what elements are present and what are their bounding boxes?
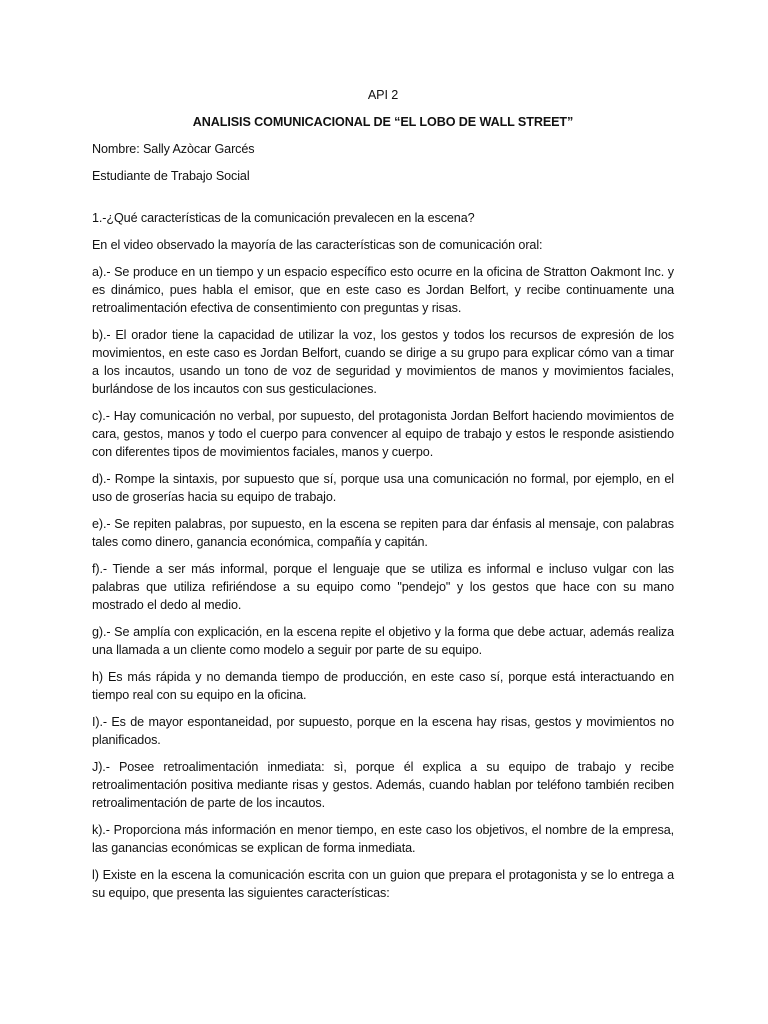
item-f: f).- Tiende a ser más informal, porque el lenguaje que se utiliza es informal e incluso vulgar con las palabras que utiliza refiriéndose a su equipo como "pendejo" y los gestos que hace con su mano mostrado el dedo al medio.: [92, 562, 674, 612]
document-body: [92, 86, 674, 911]
item-k: k).- Proporciona más información en menor tiempo, en este caso los objetivos, el nombre de la empresa, las ganancias económicas se explican de forma inmediata.: [92, 823, 674, 855]
item-a: a).- Se produce en un tiempo y un espacio específico esto ocurre en la oficina de Stratton Oakmont Inc. y es dinámico, pues habla el emisor, que en este caso es Jordan Belfort, y recibe continuamente una retroalimentación efectiva de consentimiento con preguntas y risas.: [92, 265, 674, 315]
author-name: Nombre: Sally Azòcar Garcés: [92, 142, 255, 156]
item-j: J).- Posee retroalimentación inmediata: sì, porque él explica a su equipo de trabajo y recibe retroalimentación positiva mediante risas y gestos. Además, cuando hablan por teléfono también reciben retroalimentación de parte de los incautos.: [92, 760, 674, 810]
document-title: ANALISIS COMUNICACIONAL DE “EL LOBO DE WALL STREET”: [192, 115, 574, 129]
item-i: I).- Es de mayor espontaneidad, por supuesto, porque en la escena hay risas, gestos y movimientos no planificados.: [92, 715, 674, 747]
item-g: g).- Se amplía con explicación, en la escena repite el objetivo y la forma que debe actuar, además realiza una llamada a un cliente como modelo a seguir por parte de su equipo.: [92, 625, 674, 657]
item-e: e).- Se repiten palabras, por supuesto, en la escena se repiten para dar énfasis al mensaje, con palabras tales como dinero, ganancia económica, compañía y capitán.: [92, 517, 674, 549]
item-d: d).- Rompe la sintaxis, por supuesto que sí, porque usa una comunicación no formal, por ejemplo, en el uso de groserías hacia su equipo de trabajo.: [92, 472, 674, 504]
item-l: l) Existe en la escena la comunicación escrita con un guion que prepara el protagonista y se lo entrega a su equipo, que presenta las siguientes características:: [92, 868, 674, 900]
item-c: c).- Hay comunicación no verbal, por supuesto, del protagonista Jordan Belfort haciendo movimientos de cara, gestos, manos y todo el cuerpo para convencer al equipo de trabajo y estos le responde asistiendo con diferentes tipos de movimientos faciales, manos y cuerpo.: [92, 409, 674, 459]
item-h: h) Es más rápida y no demanda tiempo de producción, en este caso sí, porque está interactuando en tiempo real con su equipo en la oficina.: [92, 670, 674, 702]
api-label: API 2: [367, 88, 399, 102]
question-heading: 1.-¿Qué características de la comunicación prevalecen en la escena?: [92, 211, 475, 225]
author-role: Estudiante de Trabajo Social: [92, 169, 250, 183]
intro-paragraph: En el video observado la mayoría de las características son de comunicación oral:: [92, 238, 543, 252]
item-b: b).- El orador tiene la capacidad de utilizar la voz, los gestos y todos los recursos de expresión de los movimientos, en este caso es Jordan Belfort, cuando se dirige a su grupo para explicar cómo van a timar a los incautos, usando un tono de voz de seguridad y movimientos de manos y movimientos faciales, burlándose de los incautos con sus gesticulaciones.: [92, 328, 674, 396]
